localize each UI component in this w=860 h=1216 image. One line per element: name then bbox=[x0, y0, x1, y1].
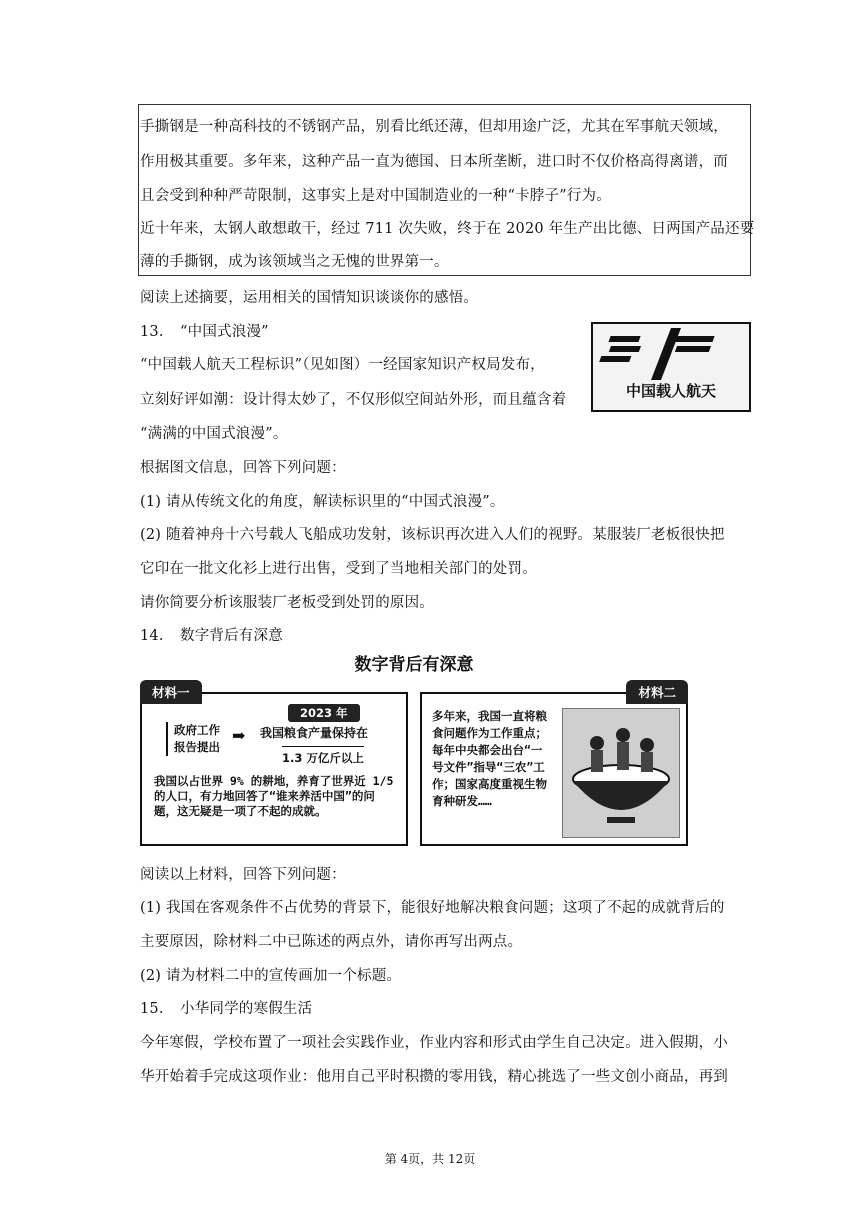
q15-line: 华开始着手完成这项作业：他用自己平时积攒的零用钱，精心挑选了一些文创小商品，再到 bbox=[140, 1069, 728, 1085]
q13-heading bbox=[140, 320, 269, 341]
grain-infographic bbox=[140, 648, 688, 848]
q14-sub1: (1) 我国在客观条件不占优势的背景下，能很好地解决粮食问题；这项了不起的成就背后的 bbox=[140, 900, 725, 916]
rice-bowl-icon bbox=[563, 709, 679, 837]
excerpt-line: 且会受到种种严苛限制，这事实上是对中国制造业的一种“卡脖子”行为。 bbox=[140, 188, 611, 204]
year-badge: 2023 年 bbox=[288, 704, 360, 722]
q15-heading bbox=[140, 997, 312, 1018]
excerpt-line: 近十年来，太钢人敢想敢干，经过 711 次失败，终于在 2020 年生产出比德、日两国产品还要 bbox=[140, 221, 755, 237]
q14-heading bbox=[140, 624, 283, 645]
material-two-tag: 材料二 bbox=[626, 680, 688, 704]
q14-line: 阅读以上材料，回答下列问题： bbox=[140, 867, 346, 883]
q13-line: “中国载人航天工程标识”（见如图）一经国家知识产权局发布， bbox=[140, 357, 545, 373]
q15-line: 今年寒假，学校布置了一项社会实践作业，作业内容和形式由学生自己决定。进入假期，小 bbox=[140, 1035, 728, 1051]
q13-line: 根据图文信息，回答下列问题： bbox=[140, 460, 346, 476]
q13-line: 立刻好评如潮：设计得太妙了，不仅形似空间站外形，而且蕴含着 bbox=[140, 392, 567, 408]
infographic-title: 数字背后有深意 bbox=[354, 655, 474, 675]
q13-sub1: (1) 请从传统文化的角度，解读标识里的“中国式浪漫”。 bbox=[140, 494, 505, 510]
excerpt-line: 薄的手撕钢，成为该领域当之无愧的世界第一。 bbox=[140, 254, 449, 270]
q14-number: 14. bbox=[140, 628, 164, 644]
excerpt-line: 作用极其重要。多年来，这种产品一直为德国、日本所垄断，进口时不仅价格高得离谱，而 bbox=[140, 154, 728, 170]
material-one-tag: 材料一 bbox=[140, 680, 202, 704]
material-one-panel bbox=[140, 685, 408, 846]
grain-output-text: 我国粮食产量保持在 bbox=[260, 726, 369, 740]
q13-line: 请你简要分析该服装厂老板受到处罚的原因。 bbox=[140, 595, 434, 611]
gov-report-label: 政府工作 报告提出 bbox=[166, 722, 220, 756]
q13-number: 13. bbox=[140, 324, 164, 340]
space-program-logo bbox=[591, 322, 751, 412]
excerpt-line: 手撕钢是一种高科技的不锈钢产品，别看比纸还薄，但却用途广泛，尤其在军事航天领域， bbox=[140, 119, 728, 135]
q14-title: 数字背后有深意 bbox=[180, 628, 283, 644]
logo-text: 中国载人航天 bbox=[625, 382, 716, 400]
space-station-emblem-icon bbox=[593, 324, 749, 384]
material-one-text: 我国以占世界 9% 的耕地，养育了世界近 1/5 的人口，有力地回答了“谁来养活中国”的问题，这无疑是一项了不起的成就。 bbox=[154, 774, 394, 818]
material-two-panel bbox=[420, 685, 688, 846]
q15-number: 15. bbox=[140, 1001, 164, 1017]
q13-line: “满满的中国式浪漫”。 bbox=[140, 426, 288, 442]
page-footer: 第 4页，共 12页 bbox=[384, 1152, 476, 1166]
q15-title: 小华同学的寒假生活 bbox=[180, 1001, 313, 1017]
grain-amount: 1.3 万亿斤以上 bbox=[282, 746, 364, 766]
q14-line: 主要原因，除材料二中已陈述的两点外，请你再写出两点。 bbox=[140, 934, 523, 950]
arrow-right-icon: ➡ bbox=[232, 726, 246, 745]
q14-sub2: (2) 请为材料二中的宣传画加一个标题。 bbox=[140, 968, 402, 984]
q12-prompt: 阅读上述摘要，运用相关的国情知识谈谈你的感悟。 bbox=[140, 290, 479, 306]
q13-sub2: (2) 随着神舟十六号载人飞船成功发射，该标识再次进入人们的视野。某服装厂老板很快把 bbox=[140, 527, 725, 543]
rice-bowl-illustration bbox=[562, 708, 680, 838]
material-two-text: 多年来，我国一直将粮食问题作为工作重点；每年中央都会出台“一号文件”指导“三农”工作；国家高度重视生物育种研发…… bbox=[432, 709, 547, 808]
q13-line: 它印在一批文化衫上进行出售，受到了当地相关部门的处罚。 bbox=[140, 561, 537, 577]
q13-title: “中国式浪漫” bbox=[180, 324, 269, 340]
